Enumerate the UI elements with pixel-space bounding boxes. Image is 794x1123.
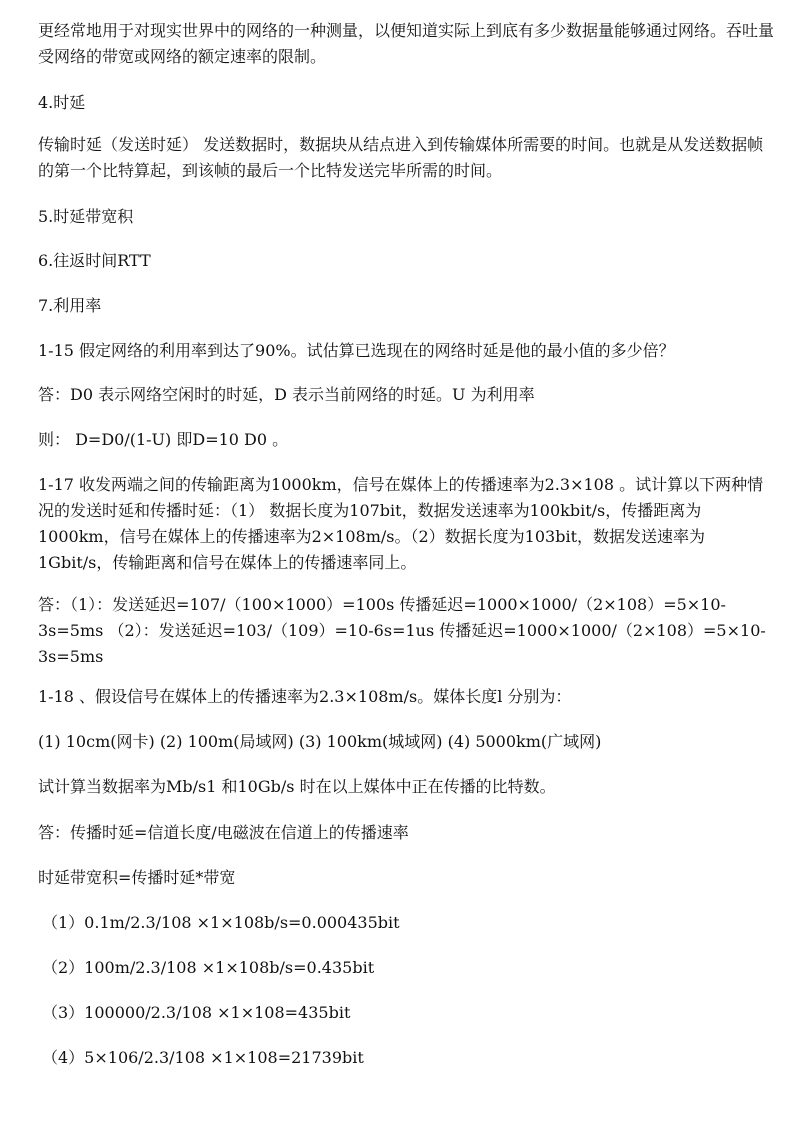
answer-1-17: 答：（1）：发送延迟=107/（100×1000）=100s 传播延迟=1000×1000/（2×108）=5×10-3s=5ms （2）：发送延迟=103/（109）=10-6s=1us 传播延迟=1000×1000/（2×108）=5×10-3s=5ms — [38, 595, 766, 666]
formula-1-15: 则： D=D0/(1-U) 即D=10 D0 。 — [38, 430, 289, 449]
answer-1-15: 答：D0 表示网络空闲时的时延，D 表示当前网络的时延。U 为利用率 — [38, 385, 535, 404]
heading-delay-bandwidth-product: 5.时延带宽积 — [38, 207, 134, 226]
heading-rtt: 6.往返时间RTT — [38, 251, 151, 270]
result-2: （2）100m/2.3/108 ×1×108b/s=0.435bit — [42, 958, 375, 977]
question-1-18-task: 试计算当数据率为Mb/s1 和10Gb/s 时在以上媒体中正在传播的比特数。 — [38, 777, 556, 796]
result-3: （3）100000/2.3/108 ×1×108=435bit — [42, 1003, 351, 1022]
paragraph-throughput: 更经常地用于对现实世界中的网络的一种测量，以便知道实际上到底有多少数据量能够通过网络。吞吐量受网络的带宽或网络的额定速率的限制。 — [38, 21, 775, 66]
heading-utilization: 7.利用率 — [38, 296, 102, 315]
question-1-18: 1-18 、假设信号在媒体上的传播速率为2.3×108m/s。媒体长度l 分别为： — [38, 687, 572, 706]
question-1-17: 1-17 收发两端之间的传输距离为1000km，信号在媒体上的传播速率为2.3×108 。试计算以下两种情况的发送时延和传播时延：（1） 数据长度为107bit，数据发送速率为100kbit/s，传播距离为1000km，信号在媒体上的传播速率为2×108m/s。（2）数据长度为103bit，数据发送速率为1Gbit/s，传输距离和信号在媒体上的传播速率同上。 — [38, 475, 764, 572]
heading-latency: 4.时延 — [38, 93, 86, 112]
result-1: （1）0.1m/2.3/108 ×1×108b/s=0.000435bit — [42, 913, 400, 932]
result-4: （4）5×106/2.3/108 ×1×108=21739bit — [42, 1048, 364, 1067]
media-lengths: (1) 10cm(网卡) (2) 100m(局域网) (3) 100km(城域网) (4) 5000km(广域网) — [38, 732, 602, 751]
formula-delay-bandwidth: 时延带宽积=传播时延*带宽 — [38, 868, 236, 887]
question-1-15: 1-15 假定网络的利用率到达了90%。试估算已选现在的网络时延是他的最小值的多少倍？ — [38, 341, 675, 360]
answer-1-18: 答：传播时延=信道长度/电磁波在信道上的传播速率 — [38, 823, 409, 842]
paragraph-transmission-delay: 传输时延（发送时延） 发送数据时，数据块从结点进入到传输媒体所需要的时间。也就是从发送数据帧的第一个比特算起，到该帧的最后一个比特发送完毕所需的时间。 — [38, 135, 764, 180]
